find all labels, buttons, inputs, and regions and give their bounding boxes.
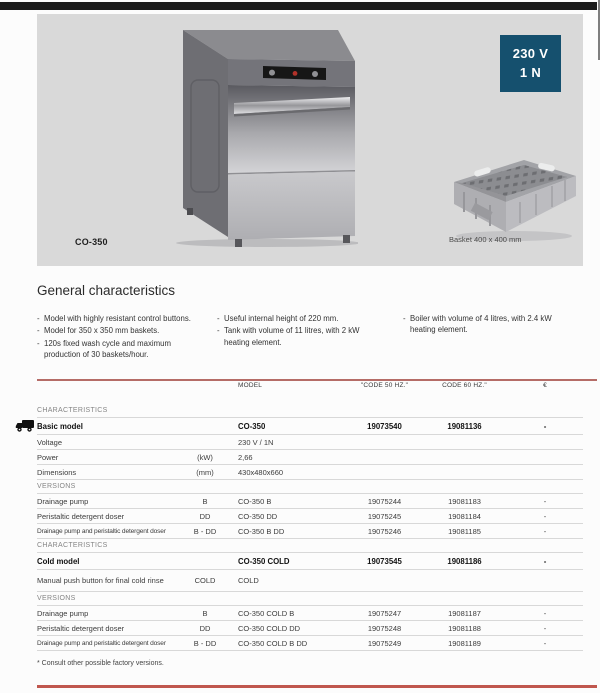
- table-row-power: Power (kW) 2,66: [37, 450, 583, 465]
- table-section-row: CHARACTERISTICS: [37, 404, 583, 418]
- spec-table: [37, 379, 583, 651]
- bullet-item: - Model with highly resistant control buttons.: [37, 313, 207, 324]
- header-code-50hz: "CODE 50 HZ.": [360, 382, 409, 389]
- table-section-row: VERSIONS: [37, 480, 583, 494]
- basket-caption: Basket 400 x 400 mm: [449, 235, 522, 244]
- bullet-item: - Model for 350 x 350 mm baskets.: [37, 325, 207, 336]
- table-row-dimensions: Dimensions (mm) 430x480x660: [37, 465, 583, 480]
- bullet-item: - 120s fixed wash cycle and maximum production of 30 baskets/hour.: [37, 338, 207, 361]
- voltage-badge: [500, 35, 561, 92]
- header-gap: [37, 395, 583, 404]
- table-row-cold-rinse-button: Manual push button for final cold rinse COLD COLD: [37, 570, 583, 592]
- bullet-item: - Useful internal height of 220 mm.: [217, 313, 380, 324]
- section-title: General characteristics: [37, 283, 176, 298]
- table-header-row: [37, 379, 583, 395]
- model-label: CO-350: [75, 237, 108, 247]
- bullet-item: - Boiler with volume of 4 litres, with 2.4 kW heating element.: [403, 313, 563, 336]
- footnote: * Consult other possible factory versions.: [37, 660, 164, 667]
- dishwasher-image: [168, 30, 358, 248]
- table-row-voltage: Voltage 230 V / 1N: [37, 435, 583, 450]
- feature-bullets: [37, 313, 583, 361]
- bullet-column-3: [403, 313, 563, 361]
- table-row-cold-pump-and-doser: Drainage pump and peristaltic detergent doser B - DD CO-350 COLD B DD 19075249 19081189 -: [37, 636, 583, 651]
- table-row-cold-model: Cold model CO-350 COLD 19073545 19081186 -: [37, 553, 583, 570]
- table-row-pump-and-doser: Drainage pump and peristaltic detergent doser B - DD CO-350 B DD 19075246 19081185 -: [37, 524, 583, 539]
- voltage-badge-line1: 230 V: [512, 45, 549, 61]
- truck-icon: [15, 419, 35, 433]
- table-row-basic-model: Basic model CO-350 19073540 19081136 -: [37, 418, 583, 435]
- bullet-item: - Tank with volume of 11 litres, with 2 kW heating element.: [217, 325, 380, 348]
- table-section-row: CHARACTERISTICS: [37, 539, 583, 553]
- bottom-rule: [37, 685, 597, 688]
- header-code-60hz: CODE 60 HZ.": [442, 382, 487, 389]
- table-row-cold-detergent-doser: Peristaltic detergent doser DD CO-350 COLD DD 19075248 19081188 -: [37, 621, 583, 636]
- bullet-column-2: [217, 313, 380, 361]
- basket-image: [448, 152, 582, 246]
- table-section-row: VERSIONS: [37, 592, 583, 606]
- table-row-cold-drainage-pump: Drainage pump B CO-350 COLD B 19075247 19081187 -: [37, 606, 583, 621]
- header-model: MODEL: [238, 382, 263, 389]
- header-price: €: [543, 382, 547, 389]
- bullet-column-1: [37, 313, 207, 361]
- product-hero-panel: [37, 14, 583, 266]
- top-bar: [0, 2, 597, 10]
- voltage-badge-line2: 1 N: [519, 64, 542, 80]
- table-row-detergent-doser: Peristaltic detergent doser DD CO-350 DD 19075245 19081184 -: [37, 509, 583, 524]
- table-row-drainage-pump: Drainage pump B CO-350 B 19075244 19081183 -: [37, 494, 583, 509]
